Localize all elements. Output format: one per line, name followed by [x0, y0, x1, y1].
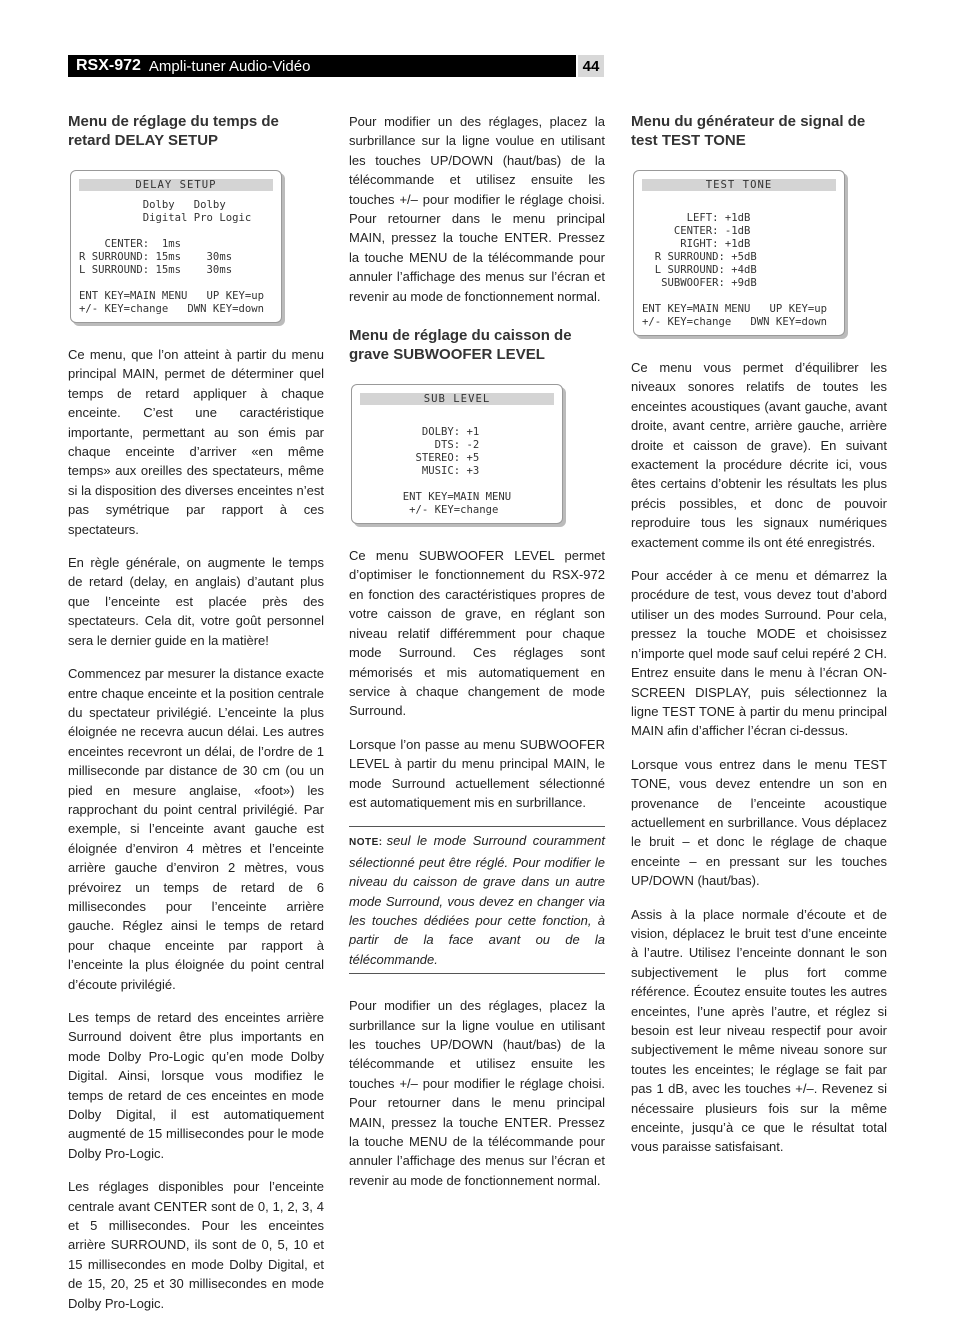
delay-setup-screen	[70, 170, 282, 323]
note-label: NOTE:	[349, 837, 383, 849]
sub-level-screen	[351, 384, 563, 524]
note-box	[349, 826, 605, 974]
model-name: RSX-972	[76, 57, 141, 74]
paragraph: Pour accéder à ce menu et démarrez la procédure de test, vous devez tout d’abord utiliser un des modes Surround. Pour cela, pressez la touche MODE et choisissez n’importe quel mode sauf celui repéré 2 CH. Entrez ensuite dans le menu à l’écran ON-SCREEN DISPLAY, puis sélectionnez la ligne TEST TONE à partir du menu principal MAIN afin d’afficher l’écran ci-dessus.	[631, 568, 887, 739]
column-3	[631, 112, 887, 1171]
screen-title: SUB LEVEL	[360, 393, 554, 405]
paragraph: Pour modifier un des réglages, placez la surbrillance sur la ligne voulue en utilisant les touches UP/DOWN (haut/bas) de la télécommande et utilisez ensuite les touches +/– pour modifier le réglage choisi. Pour retourner dans le menu principal MAIN, pressez la touche ENTER. Pressez la touche MENU de la télécommande pour annuler l’affichage des menus sur l’écran et revenir au mode de fonctionnement normal.	[349, 998, 605, 1188]
screen-title: TEST TONE	[642, 179, 836, 191]
test-tone-heading: Menu du générateur de signal de test TEST TONE	[631, 113, 866, 149]
screen-body: LEFT: +1dB CENTER: -1dB RIGHT: +1dB R SURROUND: +5dB L SURROUND: +4dB SUBWOOFER: +9dB ENT KEY=MAIN MENU UP KEY=up +/- KEY=change DWN KEY=down	[642, 212, 827, 328]
header-subtitle: Ampli-tuner Audio-Vidéo	[148, 57, 311, 75]
paragraph: En règle générale, on augmente le temps de retard (delay, en anglais) d’autant plus que l’enceinte est placée près des spectateurs. Cela dit, votre goût personnel sera le dernier guide en la matière!	[68, 555, 324, 648]
paragraph: Lorsque vous entrez dans le menu TEST TONE, vous devez entendre un son en provenance de l’enceinte acoustique actuellement en surbrillance. Vous déplacez le bruit – et donc le réglage de chaque enceinte – en pressant sur les touches UP/DOWN (haut/bas).	[631, 756, 887, 889]
note-text: seul le mode Surround couramment sélectionné peut être réglé. Pour modifier le niveau du caisson de grave dans un autre mode Surround, vous devez en changer via les touches dédiées pour cette fonction, à partir de la face avant ou de la télécommande.	[349, 833, 605, 967]
screen-body: DOLBY: +1 DTS: -2 STEREO: +5 MUSIC: +3 ENT KEY=MAIN MENU +/- KEY=change	[402, 426, 512, 517]
header-bar	[68, 55, 576, 77]
paragraph: Commencez par mesurer la distance exacte entre chaque enceinte et la position centrale du spectateur privilégié. L’enceinte la plus éloignée ne recevra aucun délai. Les autres enceintes recevront un délai, de l’ordre de 1 milliseconde par distance de 30 cm (ou un pied en mesure anglaise, «foot») les rapprochant du point central privilégié. Par exemple, si l’enceinte avant gauche est éloignée d’environ 4 mètres et l’enceinte arrière gauche d’environ 2 mètres, vous prévoirez un temps de retard de 6 millisecondes pour l’enceinte arrière gauche. Réglez ainsi le temps de retard pour chaque enceinte par rapport à l’enceinte la plus éloignée du point central d’écoute privilégié.	[68, 666, 324, 992]
paragraph: Pour modifier un des réglages, placez la surbrillance sur la ligne voulue en utilisant les touches UP/DOWN (haut/bas) de la télécommande et utilisez ensuite les touches +/– pour modifier le réglage choisi. Pour retourner dans le menu principal MAIN, pressez la touche ENTER. Pressez la touche MENU de la télécommande pour annuler l’affichage des menus sur l’écran et revenir au mode de fonctionnement normal.	[349, 114, 605, 304]
test-tone-screen	[633, 170, 845, 336]
screen-title: DELAY SETUP	[79, 179, 273, 191]
paragraph: Les temps de retard des enceintes arrière Surround doivent être plus importants en mode Dolby Pro-Logic qu’en mode Dolby Digital. Ainsi, lorsque vous modifiez le temps de retard de ces enceintes en mode Dolby Digital, il est automatiquement augmenté de 15 millisecondes pour le mode Dolby Pro-Logic.	[68, 1010, 324, 1161]
paragraph: Ce menu SUBWOOFER LEVEL permet d’optimiser le fonctionnement du RSX-972 en fonction des caractéristiques propres de votre caisson de grave, en réglant son niveau relatif différemment pour chaque mode Surround. Ces réglages sont mémorisés et mis automatiquement en service à chaque changement de mode Surround.	[349, 548, 605, 719]
page-number: 44	[578, 55, 604, 77]
delay-setup-heading: Menu de réglage du temps de retard DELAY SETUP	[68, 113, 279, 149]
paragraph: Assis à la place normale d’écoute et de vision, déplacez le bruit test d’une enceinte à l’autre. Utilisez l’enceinte donnant le son subjectivement le plus fort comme référence. Écoutez ensuite toutes les autres enceintes, l’une après l’autre, et réglez si besoin est leur niveau respectif pour avoir subjectivement le même niveau sonore sur toutes les enceintes; le réglage se fait par pas 1 dB, avec les touches +/–. Revenez si nécessaire plusieurs fois sur la même enceinte, jusqu’à ce que le résultat total vous paraisse satisfaisant.	[631, 906, 887, 1155]
column-1	[68, 112, 324, 1327]
subwoofer-level-heading: Menu de réglage du caisson de grave SUBWOOFER LEVEL	[349, 327, 572, 364]
column-2	[349, 112, 605, 1204]
paragraph: Lorsque l’on passe au menu SUBWOOFER LEVEL à partir du menu principal MAIN, le mode Surround actuellement sélectionné est automatiquement mis en surbrillance.	[349, 736, 605, 810]
paragraph: Ce menu, que l’on atteint à partir du menu principal MAIN, permet de déterminer quel temps de retard appliquer à chaque enceinte. C’est une caractéristique importante, permettant au son émis par chaque enceinte d’arriver «en même temps» aux oreilles des spectateurs, même si la disposition des diverses enceintes n’est pas symétrique par rapport à ces spectateurs.	[68, 347, 324, 537]
screen-body: Dolby Dolby Digital Pro Logic CENTER: 1ms R SURROUND: 15ms 30ms L SURROUND: 15ms 30ms ENT KEY=MAIN MENU UP KEY=up +/- KEY=change DWN KEY=down	[79, 199, 264, 315]
paragraph: Ce menu vous permet d’équilibrer les niveaux sonores relatifs de toutes les enceintes acoustiques (avant gauche, avant droite, avant centre, arrière gauche, arrière droite et caisson de grave). En suivant exactement la procédure décrite ici, vous êtes certains d’obtenir les résultats les plus précis possibles, et donc de pouvoir reproduire tous les signaux numériques exactement comme ils ont été enregistrés.	[631, 360, 887, 550]
paragraph: Les réglages disponibles pour l’enceinte centrale avant CENTER sont de 0, 1, 2, 3, 4 et 5 millisecondes. Pour les enceintes arrière SURROUND, ils sont de 0, 5, 10 et 15 millisecondes en mode Dolby Digital, et de 15, 20, 25 et 30 millisecondes en mode Dolby Pro-Logic.	[68, 1179, 324, 1311]
